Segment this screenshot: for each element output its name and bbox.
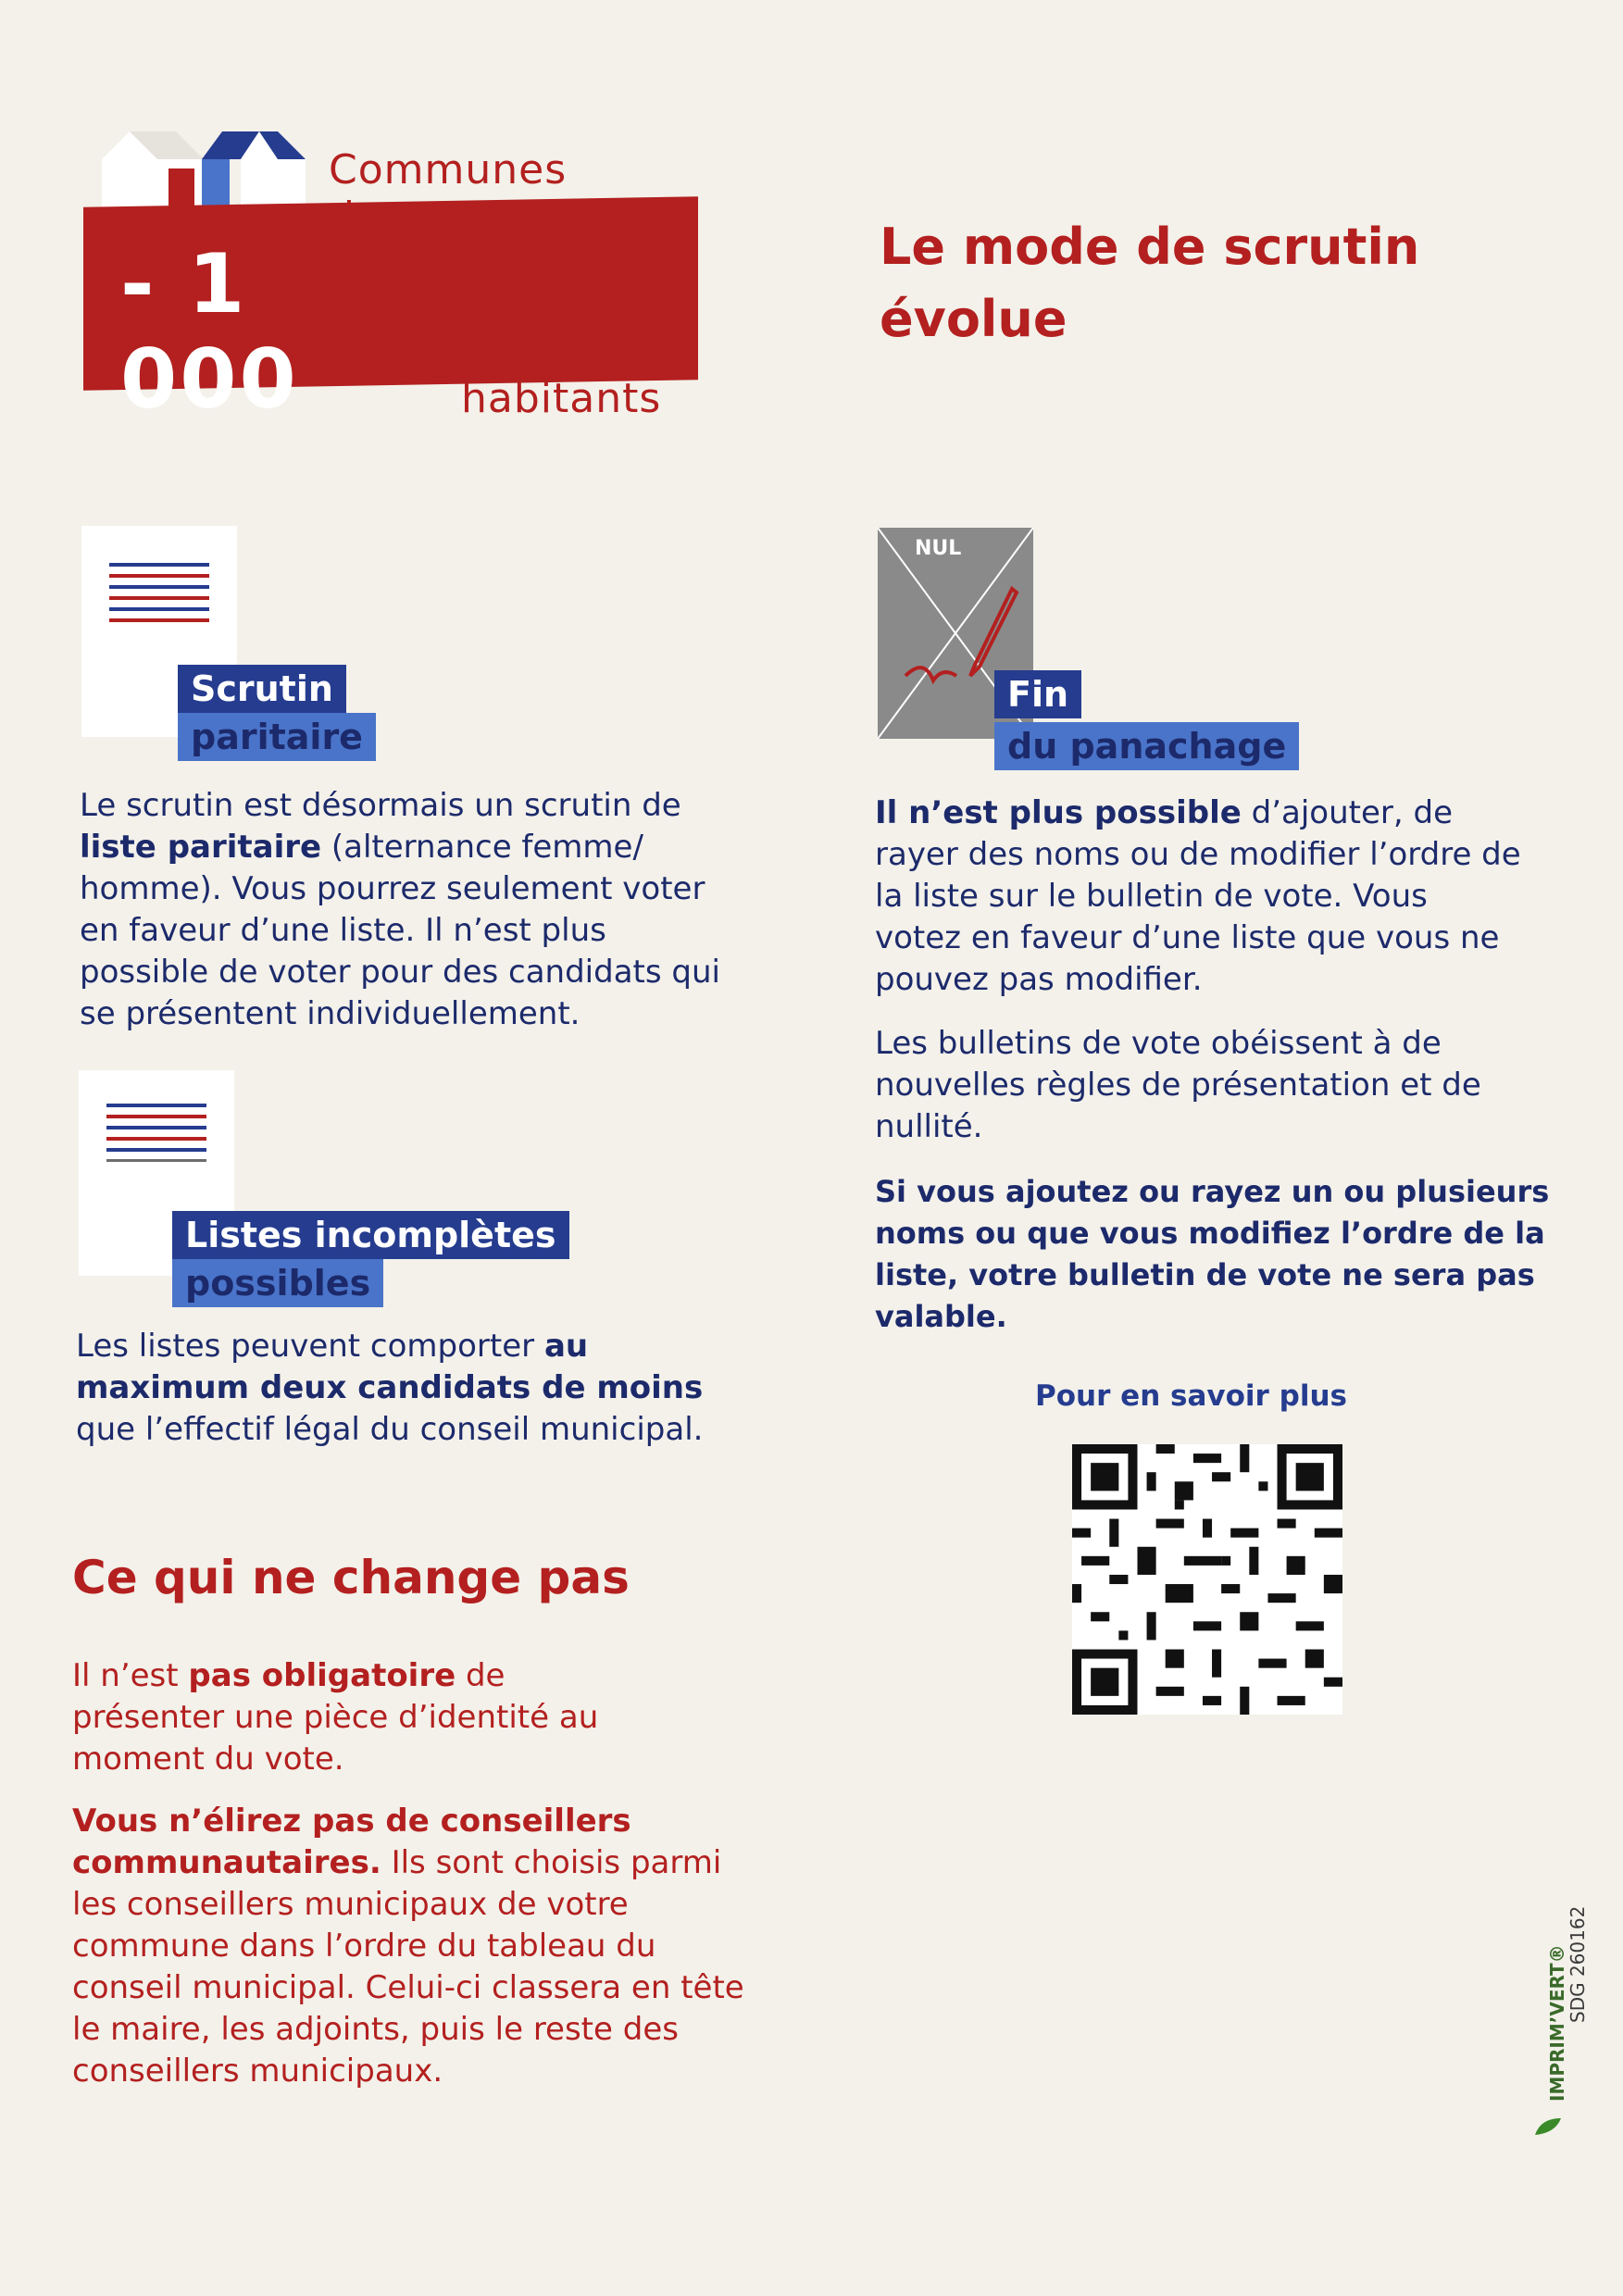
listes-text: Les listes peuvent comporter au maximum deux candidats de moins que l’effectif légal du conseil municipal. xyxy=(76,1328,704,1448)
panachage-p3: Si vous ajoutez ou rayez un ou plusieurs noms ou que vous modifiez l’ordre de la liste, votre bulletin de vote ne sera pas valable. xyxy=(875,1174,1550,1334)
tag-possibles: possibles xyxy=(172,1259,383,1307)
document-code: SDG 260162 xyxy=(1567,1905,1589,2023)
panachage-p2: Les bulletins de vote obéissent à de nouvelles règles de présentation et de nullité. xyxy=(875,1025,1481,1145)
ce-qui-p1: Il n’est pas obligatoire de présenter une pièce d’identité au moment du vote. xyxy=(72,1657,599,1778)
scrutin-text: Le scrutin est désormais un scrutin de liste paritaire (alternance femme/ homme). Vous pourrez seulement voter en faveur d’une liste. Il n’est plus possible de voter pour des candidats qui se présentent individuellement. xyxy=(80,787,720,1032)
panachage-p1: Il n’est plus possible d’ajouter, de rayer des noms ou de modifier l’ordre de la liste sur le bulletin de vote. Vous votez en faveur d’une liste que vous ne pouvez pas modifier. xyxy=(875,794,1521,998)
pour-en-savoir-plus: Pour en savoir plus xyxy=(1035,1379,1347,1413)
tag-du-panachage: du panachage xyxy=(994,722,1299,770)
imprim-vert-label: IMPRIM’VERT® xyxy=(1546,1944,1568,2102)
leaf-icon xyxy=(1533,2116,1563,2137)
badge-habitants-label: habitants xyxy=(461,375,662,422)
ce-qui-ne-change-pas-title: Ce qui ne change pas xyxy=(72,1551,630,1604)
tag-fin: Fin xyxy=(994,670,1081,718)
main-title: Le mode de scrutin évolue xyxy=(880,218,1420,348)
badge-number: - 1 000 xyxy=(120,236,299,427)
nul-label: NUL xyxy=(915,537,962,560)
qr-code-icon[interactable] xyxy=(1072,1444,1342,1715)
tag-listes-incompletes: Listes incomplètes xyxy=(172,1211,569,1259)
tag-scrutin: Scrutin xyxy=(178,665,346,713)
tag-paritaire: paritaire xyxy=(178,713,376,761)
badge-communes-label: Communes de xyxy=(329,146,568,241)
ce-qui-p2: Vous n’élirez pas de conseillers communautaires. Ils sont choisis parmi les conseillers municipaux de votre commune dans l’ordre du tableau du conseil municipal. Celui-ci classera en tête le maire, les adjoints, puis le reste des conseillers municipaux. xyxy=(72,1803,744,2090)
